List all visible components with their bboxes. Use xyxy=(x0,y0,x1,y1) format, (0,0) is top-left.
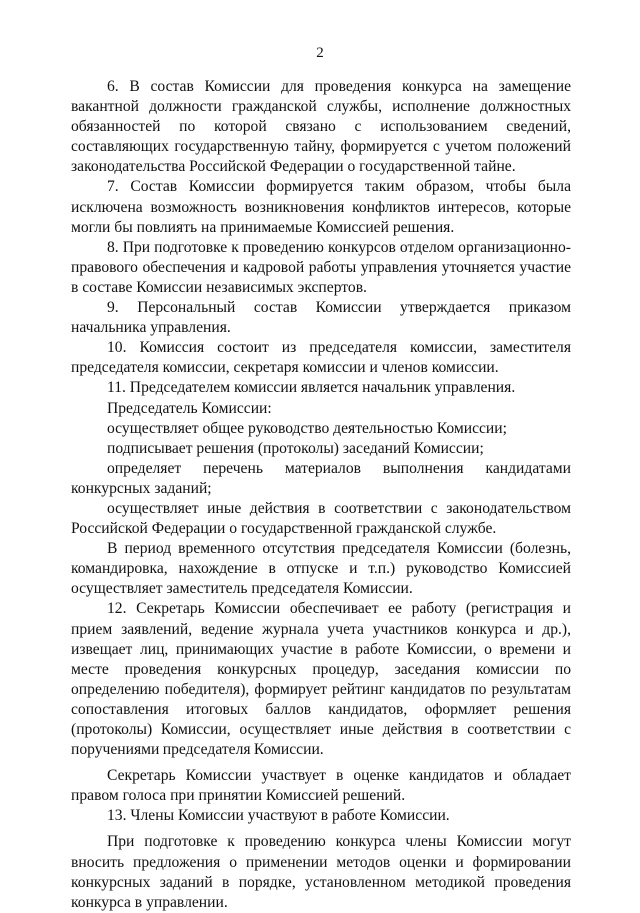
page-number: 2 xyxy=(316,45,324,61)
paragraph-12: 12. Секретарь Комиссии обеспечивает ее работу (регистрация и прием заявлений, ведение журнала учета участников конкурса и др.), извещает лиц, принимающих участие в работе Комиссии, о времени и месте проведения конкурсных процедур, заседания комиссии по определению победителя), формирует рейтинг кандидатов по результатам сопоставления итоговых баллов кандидатов, оформляет решения (протоколы) Комиссии, осуществляет иные действия в соответствии с поручениями председателя Комиссии. xyxy=(71,600,571,759)
document-body xyxy=(71,77,571,913)
paragraph-7: 7. Состав Комиссии формируется таким образом, чтобы была исключена возможность возникновения конфликтов интересов, которые могли бы повлиять на принимаемые Комиссией решения. xyxy=(71,178,571,236)
paragraph-13: 13. Члены Комиссии участвуют в работе Комиссии. xyxy=(107,807,450,825)
chairman-duty-3: определяет перечень материалов выполнения кандидатами конкурсных заданий; xyxy=(71,459,571,497)
paragraph-6: 6. В состав Комиссии для проведения конкурса на замещение вакантной должности гражданской службы, исполнение должностных обязанностей по которой связано с использованием сведений, составляющих государственную тайну, формируется с учетом положений законодательства Российской Федерации о государственной тайне. xyxy=(71,78,571,176)
paragraph-10: 10. Комиссия состоит из председателя комиссии, заместителя председателя комиссии, секретаря комиссии и членов комиссии. xyxy=(71,339,571,377)
chairman-absence-paragraph: В период временного отсутствия председателя Комиссии (болезнь, командировка, нахождение в отпуске и т.п.) руководство Комиссией осуществляет заместитель председателя Комиссии. xyxy=(71,540,571,598)
paragraph-11: 11. Председателем комиссии является начальник управления. xyxy=(107,379,516,397)
members-proposals-paragraph: При подготовке к проведению конкурса члены Комиссии могут вносить предложения о применении методов оценки и формировании конкурсных заданий в порядке, установленном методикой проведения конкурса в управлении. xyxy=(71,833,571,911)
chairman-duty-2: подписывает решения (протоколы) заседаний Комиссии; xyxy=(107,439,484,457)
paragraph-8: 8. При подготовке к проведению конкурсов отделом организационно-правового обеспечения и кадровой работы управления уточняется участие в составе Комиссии независимых экспертов. xyxy=(71,238,571,296)
chairman-heading: Председатель Комиссии: xyxy=(107,399,272,417)
chairman-duty-4: осуществляет иные действия в соответствии с законодательством Российской Федерации о государственной гражданской службе. xyxy=(71,499,571,538)
paragraph-9: 9. Персональный состав Комиссии утверждается приказом начальника управления. xyxy=(71,299,571,337)
chairman-duty-1: осуществляет общее руководство деятельностью Комиссии; xyxy=(107,419,507,437)
secretary-voting-paragraph: Секретарь Комиссии участвует в оценке кандидатов и обладает правом голоса при принятии Комиссией решений. xyxy=(71,767,571,805)
